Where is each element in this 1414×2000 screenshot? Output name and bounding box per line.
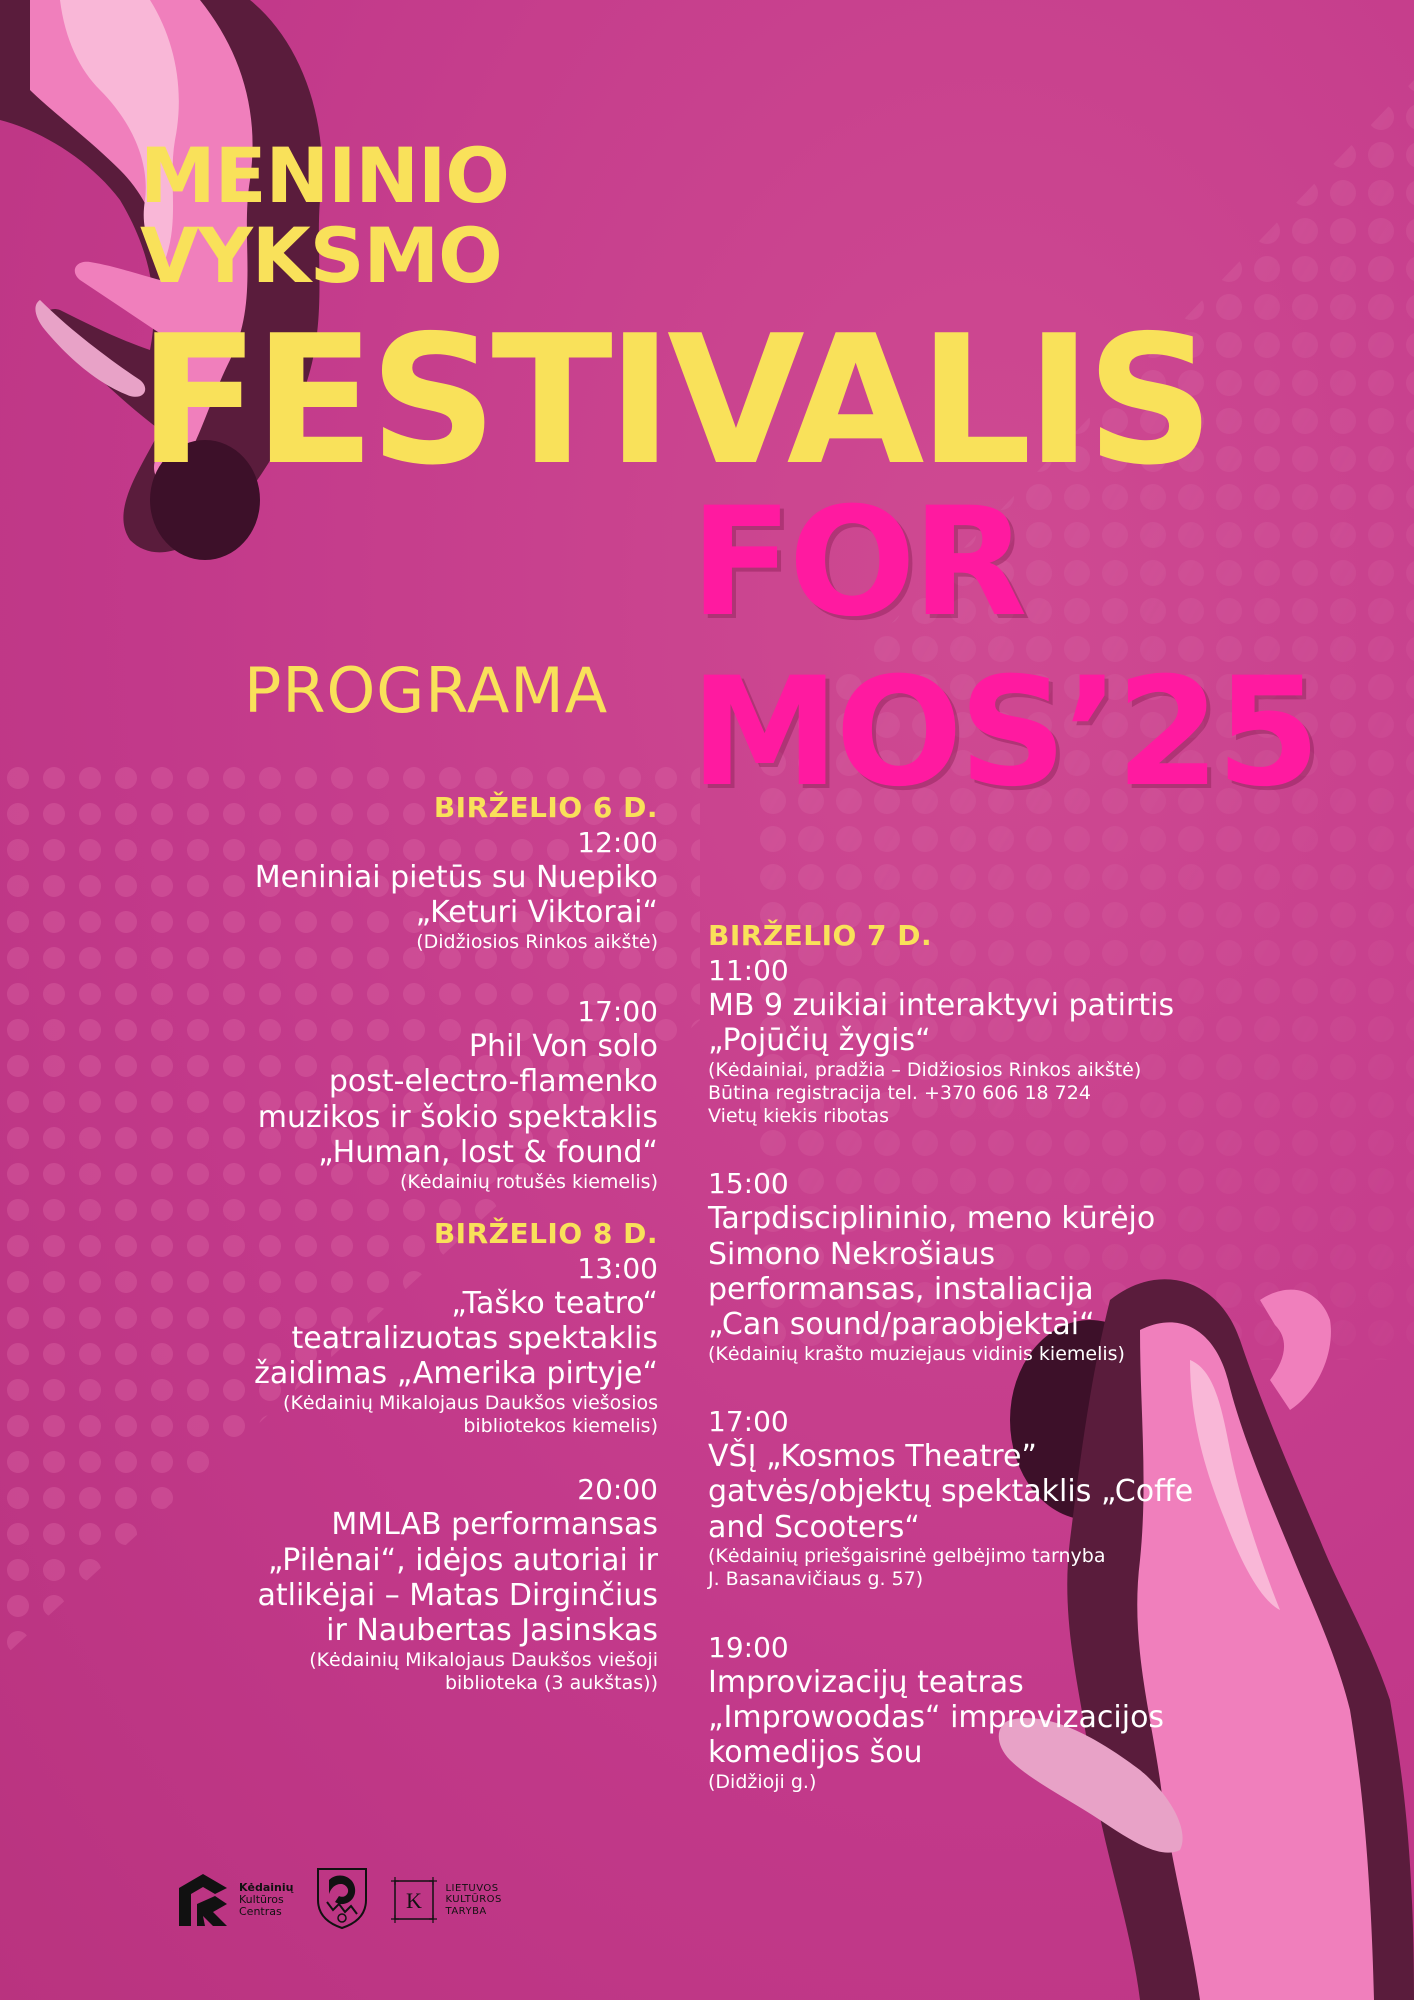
event-time: 11:00 [708,954,789,987]
event-title-line: Tarpdisciplininio, meno kūrėjo [708,1201,1156,1237]
event-location: (Kėdainių krašto muziejaus vidinis kiemelis) [708,1342,1125,1365]
event-location: (Didžioji g.) [708,1770,817,1793]
event-time: 19:00 [708,1630,789,1664]
event-time: 15:00 [708,1167,789,1201]
event-time: 17:00 [708,1405,789,1439]
event-title-line: „Can sound/paraobjektai“ [708,1307,1095,1343]
event-title-line: komedijos šou [708,1735,923,1771]
event-location: bibliotekos kiemelis) [463,1415,658,1438]
schedule-entry [708,1404,1348,1592]
schedule-entry [708,918,1348,1128]
lithuanian-council-for-culture-logo [391,1877,501,1923]
event-title-line: „Pilėnai“, idėjos autoriai ir [267,1542,658,1578]
title-line-meninio: MENINIO [140,131,509,220]
kkc-logo-line2: Kultūros [239,1892,284,1906]
event-location: Būtina registracija tel. +370 606 18 724 [708,1081,1091,1104]
kkc-logo-line1: Kėdainių [239,1880,294,1894]
sponsor-logos [175,1866,502,1934]
kedainiai-culture-center-logo [175,1870,293,1930]
event-location: J. Basanavičiaus g. 57) [708,1568,924,1591]
lkt-logo-line3: TARYBA [445,1905,487,1917]
kkc-logo-icon [175,1870,231,1930]
lkt-logo-text [445,1883,501,1918]
event-title-line: „Human, lost & found“ [318,1135,658,1171]
day-heading: BIRŽELIO 7 D. [708,919,933,952]
event-title-line: „Taško teatro“ [451,1285,658,1321]
schedule-entry [98,1472,658,1695]
event-location: (Kėdainiai, pradžia – Didžiosios Rinkos aikštė) [708,1058,1142,1081]
event-title-line: VŠĮ „Kosmos Theatre” [708,1439,1037,1475]
event-time: 13:00 [577,1251,658,1285]
kkc-logo-text [239,1882,293,1918]
schedule-entry [708,1166,1348,1366]
event-title-line: žaidimas „Amerika pirtyje“ [254,1356,658,1392]
event-title-line: „Pojūčių žygis“ [708,1023,931,1059]
kkc-logo-line3: Centras [239,1905,282,1919]
event-location: Vietų kiekis ribotas [708,1105,890,1128]
event-title-line: performansas, instaliacija [708,1272,1094,1308]
event-title-line: Phil Von solo [468,1028,658,1064]
event-title-line: Meniniai pietūs su Nuepiko [254,860,658,895]
schedule-right-column [708,918,1348,1830]
event-title-line: atlikėjai – Matas Dirginčius [257,1577,658,1613]
programa-heading: PROGRAMA [244,654,609,727]
day-heading: BIRŽELIO 6 D. [433,791,658,824]
event-location: (Kėdainių priešgaisrinė gelbėjimo tarnyba [708,1545,1106,1568]
event-location: (Kėdainių rotušės kiemelis) [399,1170,658,1193]
title-line-vyksmo: VYKSMO [140,211,502,300]
title-for: FOR [690,476,1024,650]
coat-of-arms-icon [315,1866,369,1934]
event-title-line: MB 9 zuikiai interaktyvi patirtis [708,988,1175,1023]
event-location: (Kėdainių Mikalojaus Daukšos viešoji [309,1648,658,1671]
event-title-line: Improvizacijų teatras [708,1664,1024,1700]
schedule-left-column [98,790,658,1731]
schedule-entry [98,1216,658,1439]
event-title-line: muzikos ir šokio spektaklis [257,1099,658,1135]
schedule-entry [98,994,658,1194]
event-time: 12:00 [577,826,658,859]
event-title-line: ir Naubertas Jasinskas [326,1613,658,1649]
title-festivalis: FESTIVALIS [138,297,1209,504]
schedule-entry [98,790,658,954]
event-location: biblioteka (3 aukštas)) [444,1671,658,1694]
event-title-line: Simono Nekrošiaus [708,1236,996,1272]
event-title-line: and Scooters“ [708,1509,920,1545]
title-mos25: MOS’25 [690,646,1317,820]
schedule-entry [708,1630,1348,1794]
lkt-logo-line2: KULTŪROS [445,1894,502,1906]
event-title-line: „Keturi Viktorai“ [415,895,658,931]
event-title-line: post-electro-flamenko [328,1064,658,1100]
lkt-logo-line1: LIETUVOS [445,1882,499,1894]
event-location: (Kėdainių Mikalojaus Daukšos viešosios [283,1391,658,1414]
day-heading: BIRŽELIO 8 D. [433,1216,658,1250]
event-location: (Didžiosios Rinkos aikštė) [416,930,658,953]
event-time: 20:00 [577,1473,658,1507]
event-title-line: teatralizuotas spektaklis [291,1321,658,1357]
event-title-line: gatvės/objektų spektaklis „Coffe [708,1474,1194,1510]
event-title-line: MMLAB performansas [331,1507,658,1543]
event-title-line: „Improwoodas“ improvizacijos [708,1699,1165,1735]
event-time: 17:00 [577,994,658,1028]
lkt-logo-letter: K [406,1888,423,1913]
